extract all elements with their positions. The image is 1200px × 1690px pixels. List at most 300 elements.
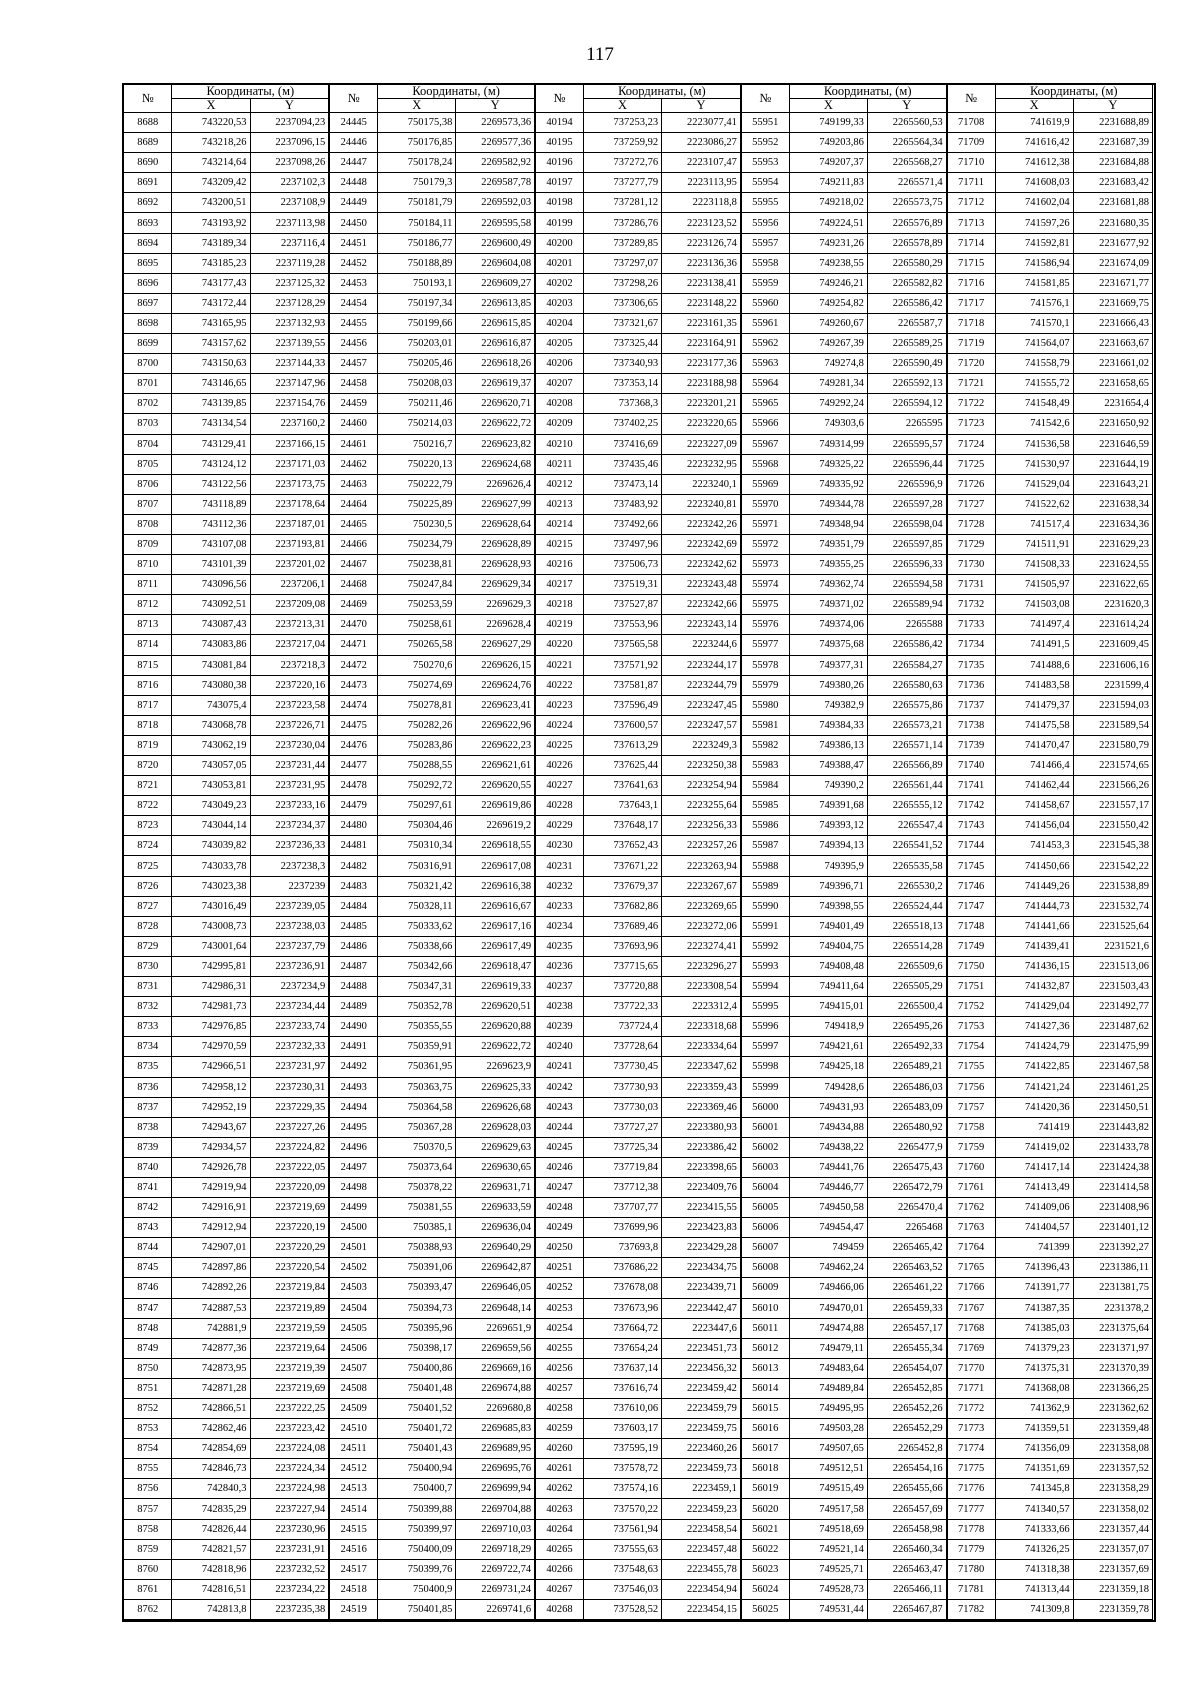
y-coordinate-cell: 2237219,69 xyxy=(250,1378,329,1398)
point-number-cell: 40235 xyxy=(535,936,583,956)
y-coordinate-cell: 2223201,21 xyxy=(662,394,741,414)
y-coordinate-cell: 2223308,54 xyxy=(662,977,741,997)
y-coordinate-cell: 2269629,63 xyxy=(456,1137,535,1157)
x-coordinate-cell: 750388,93 xyxy=(378,1238,456,1258)
point-number-cell: 40242 xyxy=(535,1077,583,1097)
x-coordinate-cell: 743134,54 xyxy=(172,414,250,434)
point-number-cell: 55967 xyxy=(741,434,789,454)
y-coordinate-cell: 2237096,15 xyxy=(250,133,329,153)
y-coordinate-cell: 2265596,44 xyxy=(867,454,946,474)
x-coordinate-cell: 750399,97 xyxy=(378,1519,456,1539)
x-coordinate-cell: 737722,33 xyxy=(583,997,661,1017)
point-number-cell: 24501 xyxy=(329,1238,377,1258)
point-number-cell: 56006 xyxy=(741,1218,789,1238)
x-coordinate-cell: 743057,05 xyxy=(172,756,250,776)
point-number-cell: 24470 xyxy=(329,615,377,635)
point-number-cell: 24489 xyxy=(329,997,377,1017)
point-number-cell: 56001 xyxy=(741,1117,789,1137)
point-number-cell: 8745 xyxy=(124,1258,172,1278)
table-row xyxy=(124,977,1153,997)
point-number-cell: 56016 xyxy=(741,1419,789,1439)
x-coordinate-cell: 749489,84 xyxy=(789,1378,867,1398)
column-header-y: Y xyxy=(1073,99,1152,113)
x-coordinate-cell: 749292,24 xyxy=(789,394,867,414)
point-number-cell: 71731 xyxy=(947,575,995,595)
y-coordinate-cell: 2231683,42 xyxy=(1073,173,1152,193)
table-row xyxy=(124,1258,1153,1278)
x-coordinate-cell: 749224,51 xyxy=(789,213,867,233)
y-coordinate-cell: 2265594,58 xyxy=(867,575,946,595)
y-coordinate-cell: 2269623,41 xyxy=(456,695,535,715)
y-coordinate-cell: 2223257,26 xyxy=(662,836,741,856)
point-number-cell: 40209 xyxy=(535,414,583,434)
point-number-cell: 24448 xyxy=(329,173,377,193)
table-row xyxy=(124,1499,1153,1519)
y-coordinate-cell: 2231663,67 xyxy=(1073,334,1152,354)
y-coordinate-cell: 2231661,02 xyxy=(1073,354,1152,374)
point-number-cell: 40203 xyxy=(535,293,583,313)
page-number: 117 xyxy=(586,44,614,65)
point-number-cell: 8729 xyxy=(124,936,172,956)
x-coordinate-cell: 741548,49 xyxy=(995,394,1073,414)
x-coordinate-cell: 741409,06 xyxy=(995,1198,1073,1218)
column-header-x: X xyxy=(378,99,456,113)
point-number-cell: 40261 xyxy=(535,1459,583,1479)
y-coordinate-cell: 2231378,2 xyxy=(1073,1298,1152,1318)
y-coordinate-cell: 2237233,16 xyxy=(250,796,329,816)
x-coordinate-cell: 737561,94 xyxy=(583,1519,661,1539)
point-number-cell: 40229 xyxy=(535,816,583,836)
point-number-cell: 71773 xyxy=(947,1419,995,1439)
x-coordinate-cell: 737416,69 xyxy=(583,434,661,454)
y-coordinate-cell: 2223312,4 xyxy=(662,997,741,1017)
x-coordinate-cell: 741424,79 xyxy=(995,1037,1073,1057)
y-coordinate-cell: 2237219,59 xyxy=(250,1318,329,1338)
y-coordinate-cell: 2223254,94 xyxy=(662,776,741,796)
x-coordinate-cell: 741511,91 xyxy=(995,534,1073,554)
y-coordinate-cell: 2265580,29 xyxy=(867,253,946,273)
x-coordinate-cell: 737720,88 xyxy=(583,977,661,997)
x-coordinate-cell: 750230,5 xyxy=(378,514,456,534)
y-coordinate-cell: 2237234,37 xyxy=(250,816,329,836)
point-number-cell: 24507 xyxy=(329,1358,377,1378)
x-coordinate-cell: 750205,46 xyxy=(378,354,456,374)
x-coordinate-cell: 749512,51 xyxy=(789,1459,867,1479)
y-coordinate-cell: 2265458,98 xyxy=(867,1519,946,1539)
point-number-cell: 55955 xyxy=(741,193,789,213)
point-number-cell: 56010 xyxy=(741,1298,789,1318)
y-coordinate-cell: 2269616,87 xyxy=(456,334,535,354)
x-coordinate-cell: 737610,06 xyxy=(583,1399,661,1419)
point-number-cell: 40228 xyxy=(535,796,583,816)
y-coordinate-cell: 2265509,6 xyxy=(867,956,946,976)
y-coordinate-cell: 2265452,8 xyxy=(867,1439,946,1459)
point-number-cell: 71722 xyxy=(947,394,995,414)
x-coordinate-cell: 737595,19 xyxy=(583,1439,661,1459)
y-coordinate-cell: 2265452,85 xyxy=(867,1378,946,1398)
x-coordinate-cell: 749380,26 xyxy=(789,675,867,695)
point-number-cell: 40260 xyxy=(535,1439,583,1459)
x-coordinate-cell: 749325,22 xyxy=(789,454,867,474)
point-number-cell: 71774 xyxy=(947,1439,995,1459)
table-row xyxy=(124,1599,1153,1619)
point-number-cell: 71726 xyxy=(947,474,995,494)
x-coordinate-cell: 741503,08 xyxy=(995,595,1073,615)
point-number-cell: 71709 xyxy=(947,133,995,153)
x-coordinate-cell: 741497,4 xyxy=(995,615,1073,635)
table-row xyxy=(124,1137,1153,1157)
y-coordinate-cell: 2269595,58 xyxy=(456,213,535,233)
point-number-cell: 55995 xyxy=(741,997,789,1017)
y-coordinate-cell: 2265564,34 xyxy=(867,133,946,153)
point-number-cell: 71745 xyxy=(947,856,995,876)
y-coordinate-cell: 2265568,27 xyxy=(867,153,946,173)
x-coordinate-cell: 741462,44 xyxy=(995,776,1073,796)
table-row xyxy=(124,655,1153,675)
x-coordinate-cell: 741466,4 xyxy=(995,756,1073,776)
point-number-cell: 24447 xyxy=(329,153,377,173)
y-coordinate-cell: 2223126,74 xyxy=(662,233,741,253)
point-number-cell: 8694 xyxy=(124,233,172,253)
x-coordinate-cell: 737707,77 xyxy=(583,1198,661,1218)
point-number-cell: 71749 xyxy=(947,936,995,956)
x-coordinate-cell: 742818,96 xyxy=(172,1559,250,1579)
y-coordinate-cell: 2223459,23 xyxy=(662,1499,741,1519)
x-coordinate-cell: 749393,12 xyxy=(789,816,867,836)
y-coordinate-cell: 2237128,29 xyxy=(250,293,329,313)
y-coordinate-cell: 2237147,96 xyxy=(250,374,329,394)
y-coordinate-cell: 2269622,96 xyxy=(456,715,535,735)
y-coordinate-cell: 2265597,85 xyxy=(867,534,946,554)
point-number-cell: 24518 xyxy=(329,1579,377,1599)
x-coordinate-cell: 749351,79 xyxy=(789,534,867,554)
point-number-cell: 71781 xyxy=(947,1579,995,1599)
table-row xyxy=(124,1519,1153,1539)
y-coordinate-cell: 2231392,27 xyxy=(1073,1238,1152,1258)
x-coordinate-cell: 750400,86 xyxy=(378,1358,456,1378)
y-coordinate-cell: 2237232,33 xyxy=(250,1037,329,1057)
column-header-coordinates: Координаты, (м) xyxy=(172,85,329,99)
x-coordinate-cell: 749395,9 xyxy=(789,856,867,876)
point-number-cell: 71761 xyxy=(947,1177,995,1197)
y-coordinate-cell: 2223242,69 xyxy=(662,534,741,554)
x-coordinate-cell: 742854,69 xyxy=(172,1439,250,1459)
y-coordinate-cell: 2223232,95 xyxy=(662,454,741,474)
x-coordinate-cell: 749382,9 xyxy=(789,695,867,715)
point-number-cell: 24498 xyxy=(329,1177,377,1197)
x-coordinate-cell: 741564,07 xyxy=(995,334,1073,354)
table-row xyxy=(124,1157,1153,1177)
y-coordinate-cell: 2265592,13 xyxy=(867,374,946,394)
x-coordinate-cell: 750328,11 xyxy=(378,896,456,916)
x-coordinate-cell: 741351,69 xyxy=(995,1459,1073,1479)
point-number-cell: 8724 xyxy=(124,836,172,856)
x-coordinate-cell: 749371,02 xyxy=(789,595,867,615)
point-number-cell: 40208 xyxy=(535,394,583,414)
point-number-cell: 24469 xyxy=(329,595,377,615)
point-number-cell: 8713 xyxy=(124,615,172,635)
x-coordinate-cell: 737682,86 xyxy=(583,896,661,916)
point-number-cell: 71752 xyxy=(947,997,995,1017)
x-coordinate-cell: 737730,45 xyxy=(583,1057,661,1077)
point-number-cell: 8720 xyxy=(124,756,172,776)
x-coordinate-cell: 737506,73 xyxy=(583,555,661,575)
x-coordinate-cell: 749254,82 xyxy=(789,293,867,313)
table-row xyxy=(124,334,1153,354)
table-row xyxy=(124,1238,1153,1258)
point-number-cell: 40220 xyxy=(535,635,583,655)
y-coordinate-cell: 2237213,31 xyxy=(250,615,329,635)
x-coordinate-cell: 743049,23 xyxy=(172,796,250,816)
y-coordinate-cell: 2269628,03 xyxy=(456,1117,535,1137)
point-number-cell: 24449 xyxy=(329,193,377,213)
x-coordinate-cell: 737548,63 xyxy=(583,1559,661,1579)
y-coordinate-cell: 2269695,76 xyxy=(456,1459,535,1479)
point-number-cell: 71766 xyxy=(947,1278,995,1298)
x-coordinate-cell: 742934,57 xyxy=(172,1137,250,1157)
point-number-cell: 71776 xyxy=(947,1479,995,1499)
point-number-cell: 24483 xyxy=(329,876,377,896)
y-coordinate-cell: 2231386,11 xyxy=(1073,1258,1152,1278)
y-coordinate-cell: 2237160,2 xyxy=(250,414,329,434)
y-coordinate-cell: 2269620,55 xyxy=(456,776,535,796)
y-coordinate-cell: 2231408,96 xyxy=(1073,1198,1152,1218)
x-coordinate-cell: 749503,28 xyxy=(789,1419,867,1439)
y-coordinate-cell: 2269613,85 xyxy=(456,293,535,313)
y-coordinate-cell: 2269636,04 xyxy=(456,1218,535,1238)
table-row xyxy=(124,856,1153,876)
point-number-cell: 8706 xyxy=(124,474,172,494)
table-row xyxy=(124,595,1153,615)
point-number-cell: 71708 xyxy=(947,113,995,133)
y-coordinate-cell: 2223267,67 xyxy=(662,876,741,896)
point-number-cell: 40202 xyxy=(535,273,583,293)
column-header-x: X xyxy=(789,99,867,113)
x-coordinate-cell: 750401,43 xyxy=(378,1439,456,1459)
point-number-cell: 8716 xyxy=(124,675,172,695)
column-header-x: X xyxy=(172,99,250,113)
x-coordinate-cell: 749394,13 xyxy=(789,836,867,856)
y-coordinate-cell: 2265483,09 xyxy=(867,1097,946,1117)
x-coordinate-cell: 743068,78 xyxy=(172,715,250,735)
y-coordinate-cell: 2269615,85 xyxy=(456,313,535,333)
y-coordinate-cell: 2237219,64 xyxy=(250,1338,329,1358)
y-coordinate-cell: 2237236,33 xyxy=(250,836,329,856)
x-coordinate-cell: 737483,92 xyxy=(583,494,661,514)
x-coordinate-cell: 742952,19 xyxy=(172,1097,250,1117)
x-coordinate-cell: 749441,76 xyxy=(789,1157,867,1177)
x-coordinate-cell: 737578,72 xyxy=(583,1459,661,1479)
x-coordinate-cell: 749384,33 xyxy=(789,715,867,735)
x-coordinate-cell: 743001,64 xyxy=(172,936,250,956)
y-coordinate-cell: 2231525,64 xyxy=(1073,916,1152,936)
point-number-cell: 8749 xyxy=(124,1338,172,1358)
x-coordinate-cell: 742871,28 xyxy=(172,1378,250,1398)
x-coordinate-cell: 741479,37 xyxy=(995,695,1073,715)
x-coordinate-cell: 750378,22 xyxy=(378,1177,456,1197)
point-number-cell: 40221 xyxy=(535,655,583,675)
x-coordinate-cell: 742835,29 xyxy=(172,1499,250,1519)
y-coordinate-cell: 2269619,37 xyxy=(456,374,535,394)
x-coordinate-cell: 750364,58 xyxy=(378,1097,456,1117)
x-coordinate-cell: 743101,39 xyxy=(172,555,250,575)
y-coordinate-cell: 2237230,96 xyxy=(250,1519,329,1539)
table-row xyxy=(124,1539,1153,1559)
x-coordinate-cell: 741530,97 xyxy=(995,454,1073,474)
point-number-cell: 71744 xyxy=(947,836,995,856)
x-coordinate-cell: 749388,47 xyxy=(789,756,867,776)
x-coordinate-cell: 741399 xyxy=(995,1238,1073,1258)
x-coordinate-cell: 749238,55 xyxy=(789,253,867,273)
y-coordinate-cell: 2265465,42 xyxy=(867,1238,946,1258)
point-number-cell: 40250 xyxy=(535,1238,583,1258)
point-number-cell: 8732 xyxy=(124,997,172,1017)
x-coordinate-cell: 737641,63 xyxy=(583,776,661,796)
x-coordinate-cell: 749303,6 xyxy=(789,414,867,434)
point-number-cell: 71765 xyxy=(947,1258,995,1278)
x-coordinate-cell: 749459 xyxy=(789,1238,867,1258)
x-coordinate-cell: 750208,03 xyxy=(378,374,456,394)
x-coordinate-cell: 737678,08 xyxy=(583,1278,661,1298)
x-coordinate-cell: 749267,39 xyxy=(789,334,867,354)
point-number-cell: 40264 xyxy=(535,1519,583,1539)
point-number-cell: 8711 xyxy=(124,575,172,595)
x-coordinate-cell: 742943,67 xyxy=(172,1117,250,1137)
y-coordinate-cell: 2269618,26 xyxy=(456,354,535,374)
column-header-number: № xyxy=(741,85,789,113)
y-coordinate-cell: 2237238,03 xyxy=(250,916,329,936)
x-coordinate-cell: 749203,86 xyxy=(789,133,867,153)
point-number-cell: 71736 xyxy=(947,675,995,695)
point-number-cell: 24490 xyxy=(329,1017,377,1037)
y-coordinate-cell: 2223077,41 xyxy=(662,113,741,133)
table-row xyxy=(124,474,1153,494)
y-coordinate-cell: 2223242,26 xyxy=(662,514,741,534)
y-coordinate-cell: 2231566,26 xyxy=(1073,776,1152,796)
x-coordinate-cell: 743008,73 xyxy=(172,916,250,936)
y-coordinate-cell: 2269680,8 xyxy=(456,1399,535,1419)
point-number-cell: 8715 xyxy=(124,655,172,675)
point-number-cell: 40233 xyxy=(535,896,583,916)
point-number-cell: 8696 xyxy=(124,273,172,293)
x-coordinate-cell: 737368,3 xyxy=(583,394,661,414)
point-number-cell: 71716 xyxy=(947,273,995,293)
x-coordinate-cell: 743112,36 xyxy=(172,514,250,534)
x-coordinate-cell: 749362,74 xyxy=(789,575,867,595)
x-coordinate-cell: 743016,49 xyxy=(172,896,250,916)
x-coordinate-cell: 749348,94 xyxy=(789,514,867,534)
y-coordinate-cell: 2237224,08 xyxy=(250,1439,329,1459)
y-coordinate-cell: 2269628,64 xyxy=(456,514,535,534)
point-number-cell: 8734 xyxy=(124,1037,172,1057)
table-row xyxy=(124,293,1153,313)
x-coordinate-cell: 743092,51 xyxy=(172,595,250,615)
y-coordinate-cell: 2223247,57 xyxy=(662,715,741,735)
table-row xyxy=(124,675,1153,695)
y-coordinate-cell: 2237206,1 xyxy=(250,575,329,595)
x-coordinate-cell: 741387,35 xyxy=(995,1298,1073,1318)
point-number-cell: 55978 xyxy=(741,655,789,675)
point-number-cell: 55952 xyxy=(741,133,789,153)
point-number-cell: 71779 xyxy=(947,1539,995,1559)
point-number-cell: 56014 xyxy=(741,1378,789,1398)
y-coordinate-cell: 2265560,53 xyxy=(867,113,946,133)
point-number-cell: 56019 xyxy=(741,1479,789,1499)
y-coordinate-cell: 2223318,68 xyxy=(662,1017,741,1037)
y-coordinate-cell: 2231688,89 xyxy=(1073,113,1152,133)
point-number-cell: 24472 xyxy=(329,655,377,675)
x-coordinate-cell: 750186,77 xyxy=(378,233,456,253)
point-number-cell: 8688 xyxy=(124,113,172,133)
table-body xyxy=(124,113,1153,1620)
x-coordinate-cell: 737643,1 xyxy=(583,796,661,816)
point-number-cell: 24466 xyxy=(329,534,377,554)
x-coordinate-cell: 737625,44 xyxy=(583,756,661,776)
y-coordinate-cell: 2265460,34 xyxy=(867,1539,946,1559)
x-coordinate-cell: 741453,3 xyxy=(995,836,1073,856)
y-coordinate-cell: 2223442,47 xyxy=(662,1298,741,1318)
x-coordinate-cell: 741542,6 xyxy=(995,414,1073,434)
point-number-cell: 55972 xyxy=(741,534,789,554)
y-coordinate-cell: 2231358,29 xyxy=(1073,1479,1152,1499)
y-coordinate-cell: 2265578,89 xyxy=(867,233,946,253)
y-coordinate-cell: 2269623,82 xyxy=(456,434,535,454)
y-coordinate-cell: 2265470,4 xyxy=(867,1198,946,1218)
x-coordinate-cell: 741413,49 xyxy=(995,1177,1073,1197)
point-number-cell: 40239 xyxy=(535,1017,583,1037)
x-coordinate-cell: 742912,94 xyxy=(172,1218,250,1238)
y-coordinate-cell: 2269626,15 xyxy=(456,655,535,675)
y-coordinate-cell: 2269582,92 xyxy=(456,153,535,173)
point-number-cell: 40267 xyxy=(535,1579,583,1599)
y-coordinate-cell: 2231357,69 xyxy=(1073,1559,1152,1579)
y-coordinate-cell: 2237187,01 xyxy=(250,514,329,534)
table-row xyxy=(124,1097,1153,1117)
point-number-cell: 24493 xyxy=(329,1077,377,1097)
y-coordinate-cell: 2231401,12 xyxy=(1073,1218,1152,1238)
y-coordinate-cell: 2265457,17 xyxy=(867,1318,946,1338)
y-coordinate-cell: 2237201,02 xyxy=(250,555,329,575)
point-number-cell: 40254 xyxy=(535,1318,583,1338)
x-coordinate-cell: 749462,24 xyxy=(789,1258,867,1278)
table-row xyxy=(124,796,1153,816)
y-coordinate-cell: 2237238,3 xyxy=(250,856,329,876)
x-coordinate-cell: 749434,88 xyxy=(789,1117,867,1137)
y-coordinate-cell: 2237113,98 xyxy=(250,213,329,233)
y-coordinate-cell: 2265455,34 xyxy=(867,1338,946,1358)
point-number-cell: 71757 xyxy=(947,1097,995,1117)
y-coordinate-cell: 2231467,58 xyxy=(1073,1057,1152,1077)
table-row xyxy=(124,997,1153,1017)
x-coordinate-cell: 750193,1 xyxy=(378,273,456,293)
x-coordinate-cell: 749386,13 xyxy=(789,735,867,755)
x-coordinate-cell: 742866,51 xyxy=(172,1399,250,1419)
point-number-cell: 71721 xyxy=(947,374,995,394)
y-coordinate-cell: 2231371,97 xyxy=(1073,1338,1152,1358)
y-coordinate-cell: 2231589,54 xyxy=(1073,715,1152,735)
x-coordinate-cell: 737571,92 xyxy=(583,655,661,675)
y-coordinate-cell: 2223274,41 xyxy=(662,936,741,956)
x-coordinate-cell: 750184,11 xyxy=(378,213,456,233)
x-coordinate-cell: 741368,08 xyxy=(995,1378,1073,1398)
x-coordinate-cell: 750391,06 xyxy=(378,1258,456,1278)
point-number-cell: 71770 xyxy=(947,1358,995,1378)
x-coordinate-cell: 741404,57 xyxy=(995,1218,1073,1238)
point-number-cell: 8709 xyxy=(124,534,172,554)
x-coordinate-cell: 741558,79 xyxy=(995,354,1073,374)
point-number-cell: 55997 xyxy=(741,1037,789,1057)
point-number-cell: 55954 xyxy=(741,173,789,193)
